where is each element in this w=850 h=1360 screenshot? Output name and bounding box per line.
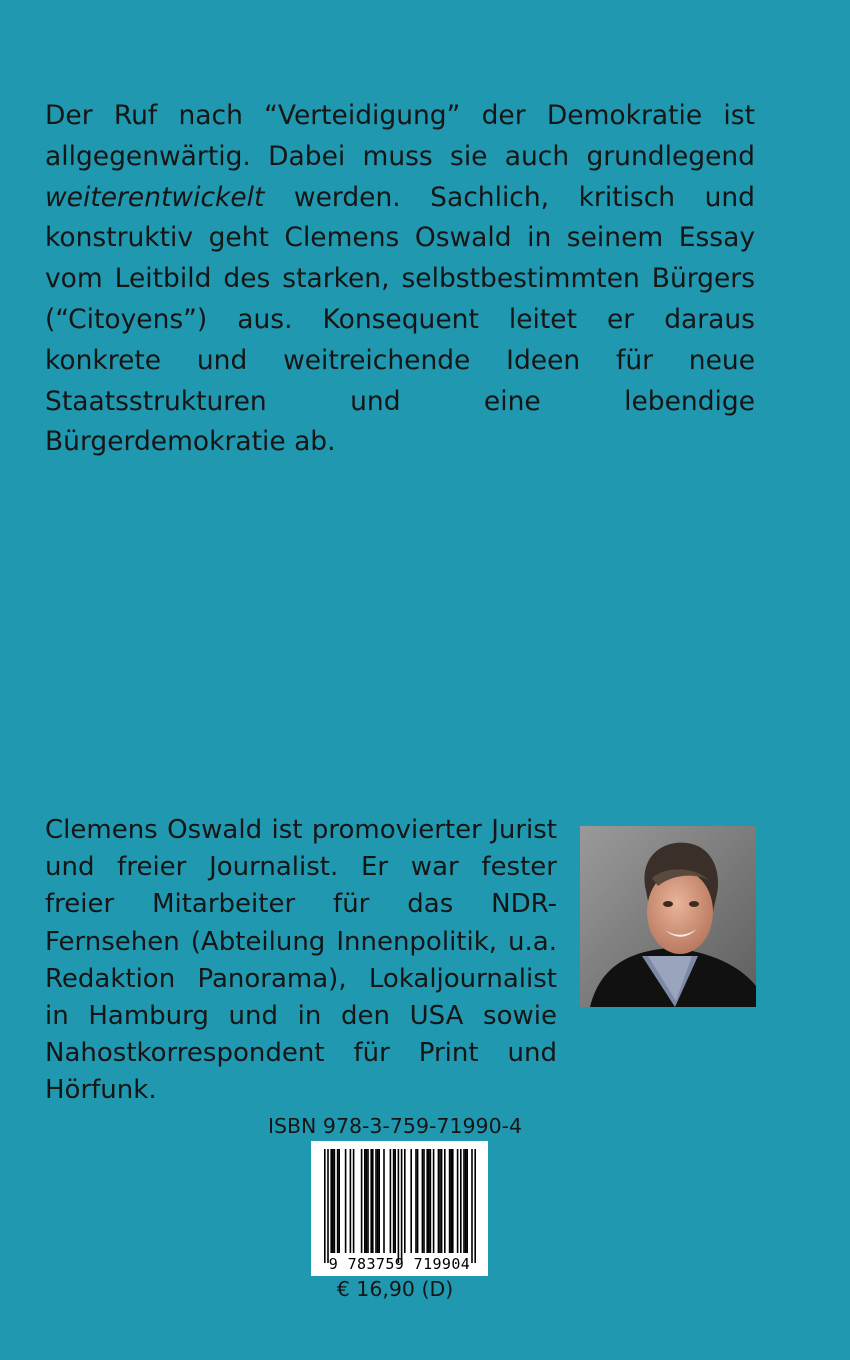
barcode-bar [332,1149,334,1253]
barcode-bar [404,1149,406,1253]
barcode-bar [450,1149,452,1253]
barcode-bar [364,1149,366,1253]
barcode-bar [393,1149,395,1253]
barcode-bar [377,1149,379,1253]
barcode-bar [471,1149,473,1263]
blurb-emphasis: weiterentwickelt [45,181,265,213]
back-cover-blurb [45,96,755,463]
barcode-bar [398,1149,400,1263]
barcode-bar [350,1149,352,1253]
isbn-barcode [311,1141,488,1276]
barcode-bar [367,1149,369,1253]
barcode-bar [433,1149,435,1253]
barcode-bar [465,1149,467,1253]
barcode-digits: 9 783759 719904 [328,1255,471,1273]
barcode-bar [401,1149,403,1263]
blurb-text-2: werden. Sachlich, kritisch und konstruktiv geht Clemens Oswald in seinem Essay vom Leitbild des starken, selbstbestimmten Bürgers (“Citoyens”) aus. Konsequent leitet er daraus konkrete und weitreichende Ideen für neue Staatsstrukturen und eine lebendige Bürgerdemokratie ab. [45,181,755,458]
barcode-bar [438,1149,440,1253]
barcode-bar [474,1149,476,1263]
price-label: € 16,90 (D) [336,1277,454,1301]
barcode-bar [334,1149,336,1253]
barcode-bar [466,1149,468,1253]
author-bio: Clemens Oswald ist promovierter Jurist und freier Journalist. Er war fester freier Mitarbeiter für das NDR-Fernsehen (Abteilung Innenpolitik, u.a. Redaktion Panorama), Lokaljournalist in Hamburg und in den USA sowie Nahostkorrespondent für Print und Hörfunk. [45,815,557,1106]
barcode-bar [390,1149,392,1253]
barcode-bar [378,1149,380,1253]
barcode-bar [383,1149,385,1253]
barcode-bar [330,1149,332,1253]
barcode-bar [361,1149,363,1253]
blurb-text-1: Der Ruf nach “Verteidigung” der Demokratie ist allgegenwärtig. Dabei muss sie auch grundlegend [45,100,755,172]
isbn-label: ISBN 978-3-759-71990-4 [267,1114,523,1138]
barcode-bar [428,1149,430,1253]
barcode-bar [463,1149,465,1253]
barcode-bar [423,1149,425,1253]
barcode-bar [353,1149,355,1253]
barcode-bar [439,1149,441,1253]
barcode-bar [449,1149,451,1253]
barcode-bar [417,1149,419,1253]
barcode-bar [441,1149,443,1253]
barcode-bar [337,1149,339,1253]
barcode-bar [460,1149,462,1253]
barcode-bar [457,1149,459,1253]
barcode-bar [452,1149,454,1253]
barcode-bar [394,1149,396,1253]
barcode-bar [366,1149,368,1253]
barcode-bar [430,1149,432,1253]
author-photo [580,826,756,1007]
barcode-bar [415,1149,417,1253]
barcode-bar [426,1149,428,1253]
barcode-bar [444,1149,446,1253]
barcode-bar [375,1149,377,1253]
barcode-bar [324,1149,326,1263]
barcode-bar [327,1149,329,1263]
barcode-bar [345,1149,347,1253]
barcode-bar [338,1149,340,1253]
barcode-bar [370,1149,372,1253]
barcode-bar [410,1149,412,1253]
barcode-bar [422,1149,424,1253]
barcode-bar [372,1149,374,1253]
